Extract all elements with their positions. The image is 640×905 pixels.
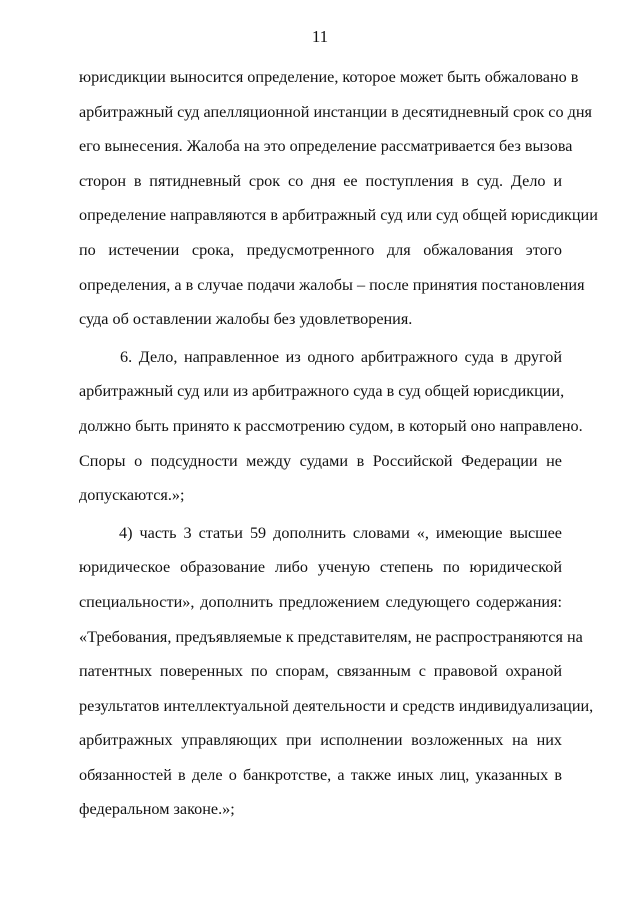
text-line: «Требования, предъявляемые к представителям, не распространяются на: [79, 627, 583, 646]
text-line: юридическое образование либо ученую степень по юридической: [79, 558, 562, 577]
text-line: 6. Дело, направленное из одного арбитражного суда в другой: [120, 347, 562, 366]
text-line: по истечении срока, предусмотренного для обжалования этого: [79, 240, 562, 259]
text-line: результатов интеллектуальной деятельности и средств индивидуализации,: [79, 696, 594, 715]
text-line: патентных поверенных по спорам, связанным с правовой охраной: [79, 662, 562, 681]
text-line: арбитражный суд или из арбитражного суда в суд общей юрисдикции,: [79, 382, 565, 401]
text-line: определения, а в случае подачи жалобы – после принятия постановления: [79, 275, 585, 294]
paragraph-item-6: [79, 340, 583, 513]
text-line: допускаются.»;: [79, 486, 185, 505]
text-line: обязанностей в деле о банкротстве, а также иных лиц, указанных в: [79, 765, 562, 784]
document-body: [79, 60, 598, 827]
page-number: 11: [311, 27, 329, 46]
paragraph-item-4: [79, 516, 594, 827]
text-line: специальности», дополнить предложением следующего содержания:: [79, 592, 562, 611]
text-line: федеральном законе.»;: [79, 800, 235, 819]
text-line: суда об оставлении жалобы без удовлетворения.: [79, 310, 413, 329]
text-line: определение направляются в арбитражный суд или суд общей юрисдикции: [79, 206, 598, 225]
text-line: юрисдикции выносится определение, которое может быть обжаловано в: [79, 68, 579, 86]
text-line: сторон в пятидневный срок со дня ее поступления в суд. Дело и: [79, 171, 562, 190]
text-line: Споры о подсудности между судами в Российской Федерации не: [79, 451, 562, 470]
text-line: арбитражных управляющих при исполнении возложенных на них: [79, 731, 562, 750]
text-line: арбитражный суд апелляционной инстанции в десятидневный срок со дня: [79, 102, 592, 121]
text-line: его вынесения. Жалоба на это определение рассматривается без вызова: [79, 137, 573, 156]
text-line: 4) часть 3 статьи 59 дополнить словами «, имеющие высшее: [119, 523, 562, 542]
paragraph-continuation: [79, 60, 598, 337]
text-line: должно быть принято к рассмотрению судом, в который оно направлено.: [79, 416, 583, 435]
